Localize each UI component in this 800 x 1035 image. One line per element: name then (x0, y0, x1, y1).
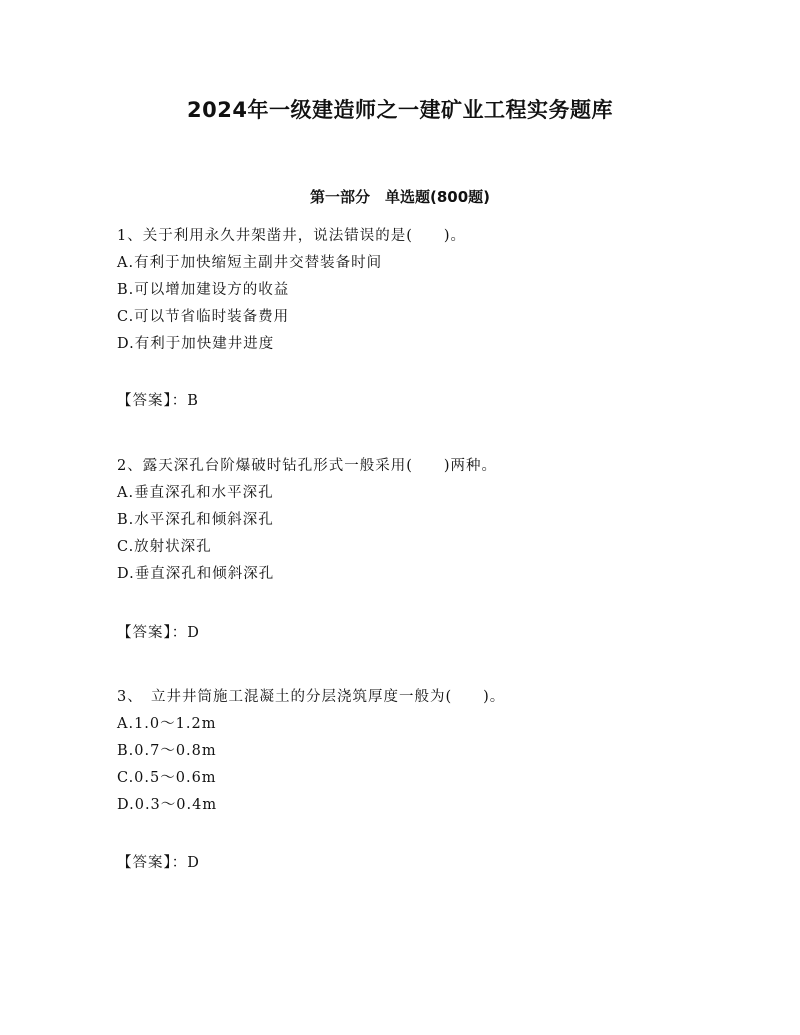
option-c: C.可以节省临时装备费用 (117, 309, 290, 325)
answer-3: 【答案】：D (117, 855, 200, 871)
option-a: A.有利于加快缩短主副井交替装备时间 (117, 255, 383, 271)
option-b: B.0.7～0.8m (117, 743, 217, 759)
option-d: D.有利于加快建井进度 (117, 336, 275, 352)
option-d: D.垂直深孔和倾斜深孔 (117, 566, 275, 582)
question-2 (117, 453, 737, 588)
answer-2: 【答案】：D (117, 625, 200, 641)
section-heading: 第一部分 单选题(800题) (309, 188, 491, 206)
option-b: B.水平深孔和倾斜深孔 (117, 512, 274, 528)
option-c: C.0.5～0.6m (117, 770, 217, 786)
option-d: D.0.3～0.4m (117, 797, 218, 813)
question-stem: 2、露天深孔台阶爆破时钻孔形式一般采用( )两种。 (117, 458, 498, 474)
question-3 (117, 684, 737, 819)
question-stem: 1、关于利用永久井架凿井，说法错误的是( )。 (117, 228, 467, 244)
option-a: A.垂直深孔和水平深孔 (117, 485, 274, 501)
option-b: B.可以增加建设方的收益 (117, 282, 290, 298)
option-a: A.1.0～1.2m (117, 716, 217, 732)
document-title: 2024年一级建造师之一建矿业工程实务题库 (187, 98, 613, 122)
answer-1: 【答案】：B (117, 393, 199, 409)
question-stem: 3、 立井井筒施工混凝土的分层浇筑厚度一般为( )。 (117, 689, 506, 705)
option-c: C.放射状深孔 (117, 539, 212, 555)
question-1 (117, 223, 737, 358)
